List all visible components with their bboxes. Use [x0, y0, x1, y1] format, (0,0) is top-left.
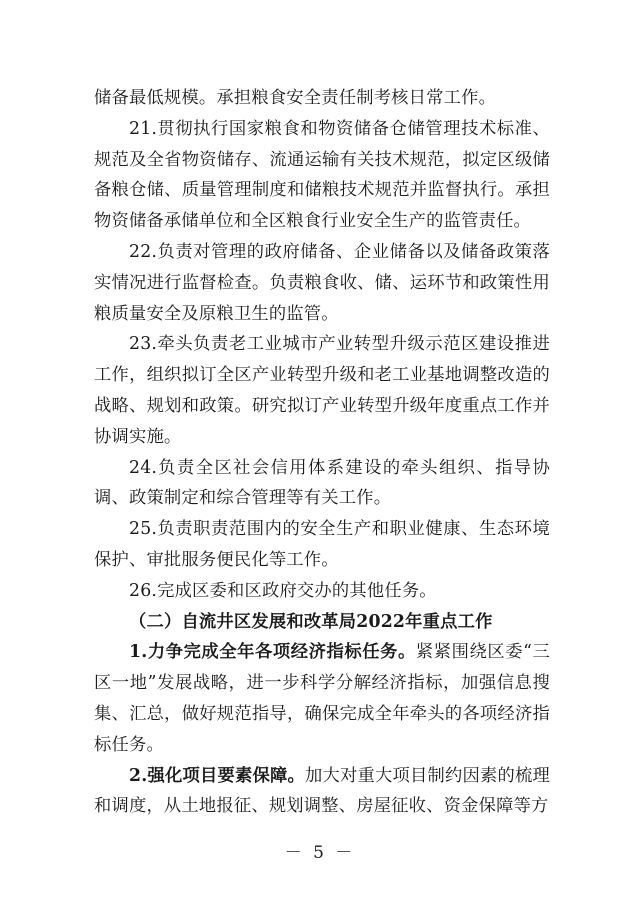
work-item-text: 紧紧围绕区委“三区一地”发展战略，进一步科学分解经济指标，加强信息搜集、汇总，做好规范指导，确保完成全年牵头的各项经济指标任务。	[94, 642, 550, 755]
paragraph-item-23: 23.牵头负责老工业城市产业转型升级示范区建设推进工作，组织拟订全区产业转型升级和老工业基地调整改造的战略、规划和政策。研究拟订产业转型升级年度重点工作并协调实施。	[94, 334, 550, 447]
work-item-1	[94, 637, 550, 760]
page-number: － 5 －	[284, 843, 356, 863]
paragraph-item-24: 24.负责全区社会信用体系建设的牵头组织、指导协调、政策制定和综合管理等有关工作。	[94, 457, 550, 509]
paragraph-continuation: 储备最低规模。承担粮食安全责任制考核日常工作。	[94, 88, 497, 108]
work-item-title: 1.力争完成全年各项经济指标任务。	[129, 642, 416, 663]
section-heading: （二）自流井区发展和改革局2022年重点工作	[129, 611, 493, 632]
paragraph-item-21: 21.贯彻执行国家粮食和物资储备仓储管理技术标准、规范及全省物资储存、流通运输有关技术规范，拟定区级储备粮仓储、质量管理制度和储粮技术规范并监督执行。承担物资储备承储单位和全区粮食行业安全生产的监管责任。	[94, 118, 550, 232]
body-text	[94, 83, 550, 822]
work-item-title: 2.强化项目要素保障。	[129, 765, 305, 786]
work-item-2	[94, 761, 550, 823]
paragraph-item-22: 22.负责对管理的政府储备、企业储备以及储备政策落实情况进行监督检查。负责粮食收、储、运环节和政策性用粮质量安全及原粮卫生的监管。	[94, 241, 550, 324]
paragraph-item-25: 25.负责职责范围内的安全生产和职业健康、生态环境保护、审批服务便民化等工作。	[94, 519, 550, 570]
paragraph-item-26: 26.完成区委和区政府交办的其他任务。	[129, 580, 437, 601]
work-item-text: 加大对重大项目制约因素的梳理和调度，从土地报征、规划调整、房屋征收、资金保障等方	[94, 765, 550, 817]
